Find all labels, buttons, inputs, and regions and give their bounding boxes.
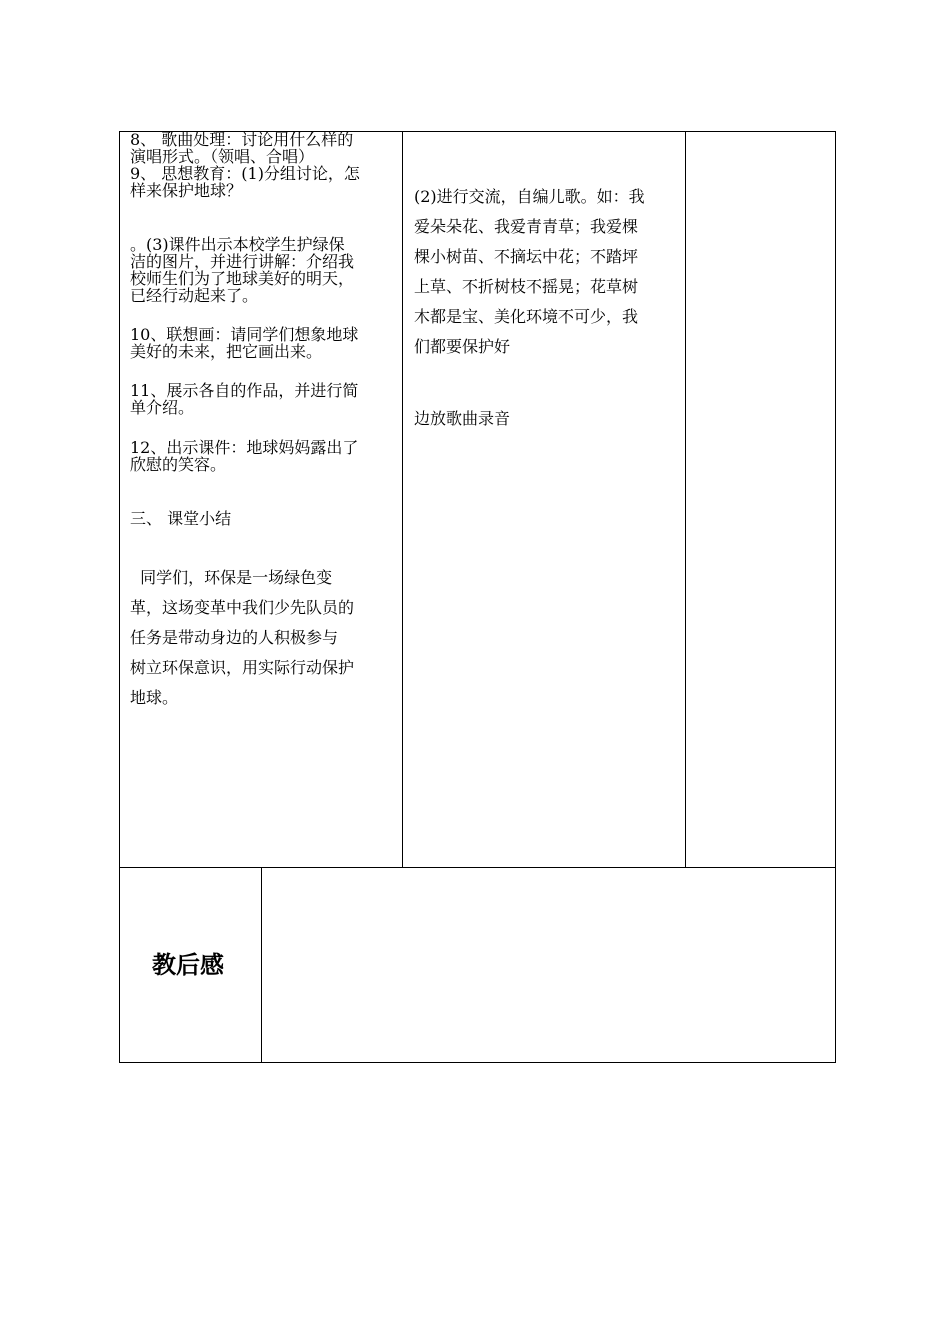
text-line: 美好的未来，把它画出来。: [130, 342, 323, 361]
table-left-border: [119, 131, 120, 1063]
step-8-9-block: [130, 131, 360, 199]
exchange-paragraph: [414, 182, 645, 362]
text-line: 木都是宝、美化环境不可少，我: [414, 307, 639, 326]
text-line: 棵小树苗、不摘坛中花；不踏坪: [414, 247, 639, 266]
text-line: 。(3)课件出示本校学生护绿保: [130, 235, 345, 254]
table-row-divider: [119, 867, 836, 868]
text-line: 任务是带动身边的人积极参与: [130, 628, 339, 647]
text-line: 10、联想画：请同学们想象地球: [130, 325, 359, 344]
step-10-block: [130, 326, 358, 360]
text-line: 欣慰的笑容。: [130, 455, 227, 474]
text-line: 演唱形式。（领唱、合唱）: [130, 147, 315, 166]
text-line: 革，这场变革中我们少先队员的: [130, 598, 355, 617]
column-divider-1: [402, 131, 403, 868]
step-11-block: [130, 382, 358, 416]
table-right-border: [835, 131, 836, 1063]
text-line: 已经行动起来了。: [130, 286, 259, 305]
text-line: 洁的图片，并进行讲解：介绍我: [130, 252, 355, 271]
summary-paragraph: [130, 563, 354, 713]
text-line: 11、展示各自的作品，并进行简: [130, 381, 359, 400]
text-line: 9、 思想教育：(1)分组讨论，怎: [130, 164, 360, 183]
step-3-block: [130, 236, 354, 304]
music-note-text: 边放歌曲录音: [414, 409, 511, 428]
text-line: 8、 歌曲处理：讨论用什么样的: [130, 130, 354, 149]
summary-heading-text: 三、 课堂小结: [130, 509, 232, 528]
text-line: 地球。: [130, 688, 179, 707]
reflection-divider: [261, 867, 262, 1063]
text-line: 样来保护地球？: [130, 181, 243, 200]
reflection-label: 教后感: [152, 951, 224, 979]
text-line: 爱朵朵花、我爱青青草；我爱棵: [414, 217, 639, 236]
table-bottom-border: [119, 1062, 836, 1063]
summary-heading: [130, 508, 231, 530]
text-line: 校师生们为了地球美好的明天，: [130, 269, 355, 288]
step-12-block: [130, 439, 358, 473]
music-note: [414, 408, 510, 430]
text-line: (2)进行交流，自编儿歌。如：我: [414, 187, 645, 206]
text-line: 12、出示课件：地球妈妈露出了: [130, 438, 359, 457]
text-line: 上草、不折树枝不摇晃；花草树: [414, 277, 639, 296]
text-line: 树立环保意识，用实际行动保护: [130, 658, 355, 677]
text-line: 同学们，环保是一场绿色变: [130, 568, 333, 587]
text-line: 们都要保护好: [414, 337, 511, 356]
text-line: 单介绍。: [130, 398, 195, 417]
column-divider-2: [685, 131, 686, 868]
